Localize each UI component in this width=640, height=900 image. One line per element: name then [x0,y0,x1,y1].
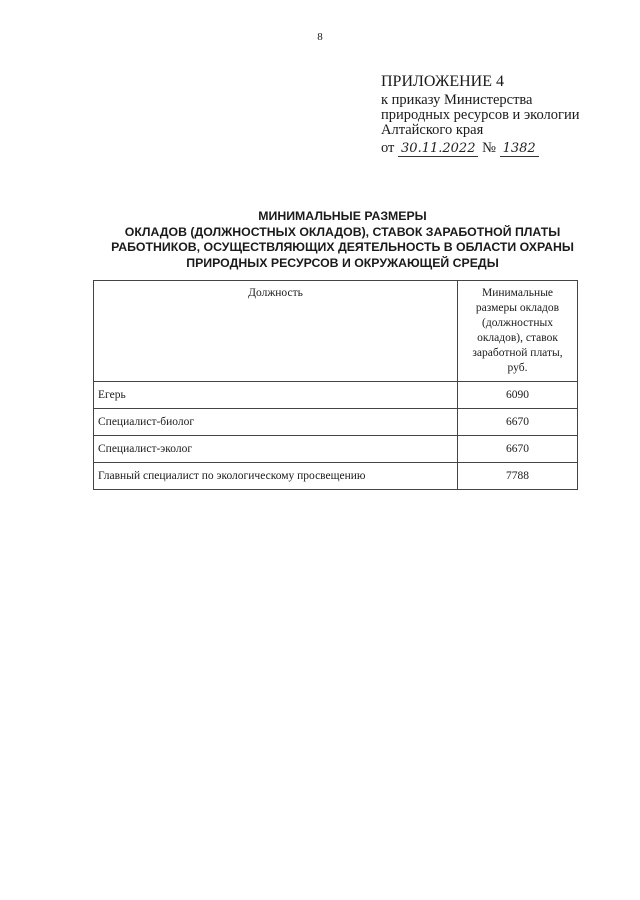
appendix-block [381,74,579,157]
handwritten-date: 30.11.2022 [398,141,478,157]
table-row [94,436,578,463]
header-salary-line: Минимальные [481,287,554,299]
number-label: № [482,140,496,156]
table-row [94,463,578,490]
date-prefix: от [381,140,395,156]
row-salary: 6670 [458,409,578,436]
title-line: ПРИРОДНЫХ РЕСУРСОВ И ОКРУЖАЮЩЕЙ СРЕДЫ [186,255,499,270]
appendix-line: Алтайского края [381,122,484,138]
handwritten-number: 1382 [500,141,539,157]
table-header-row [94,281,578,382]
header-salary-line: руб. [507,362,528,374]
row-salary: 6090 [458,382,578,409]
salary-table [93,280,578,490]
document-title [60,209,625,271]
header-salary-line: размеры окладов [475,302,560,314]
appendix-heading: ПРИЛОЖЕНИЕ 4 [381,73,505,90]
table-row [94,382,578,409]
table-row [94,409,578,436]
row-position: Егерь [94,382,458,409]
order-date-number [381,141,579,157]
header-salary-line: окладов), ставок [477,332,558,344]
appendix-line: к приказу Министерства [381,92,533,108]
title-line: РАБОТНИКОВ, ОСУЩЕСТВЛЯЮЩИХ ДЕЯТЕЛЬНОСТЬ В ОБЛАСТИ ОХРАНЫ [111,240,574,254]
header-position: Должность [94,281,458,382]
title-line: ОКЛАДОВ (ДОЛЖНОСТНЫХ ОКЛАДОВ), СТАВОК ЗАРАБОТНОЙ ПЛАТЫ [124,224,561,239]
row-salary: 7788 [458,463,578,490]
row-position: Специалист-биолог [94,409,458,436]
row-position: Специалист-эколог [94,436,458,463]
header-salary [458,281,578,382]
title-line: МИНИМАЛЬНЫЕ РАЗМЕРЫ [258,209,427,223]
page-number: 8 [317,31,323,43]
row-salary: 6670 [458,436,578,463]
row-position: Главный специалист по экологическому просвещению [94,463,458,490]
appendix-line: природных ресурсов и экологии [381,107,580,123]
header-salary-line: (должностных [482,317,553,329]
header-salary-line: заработной платы, [472,347,563,359]
